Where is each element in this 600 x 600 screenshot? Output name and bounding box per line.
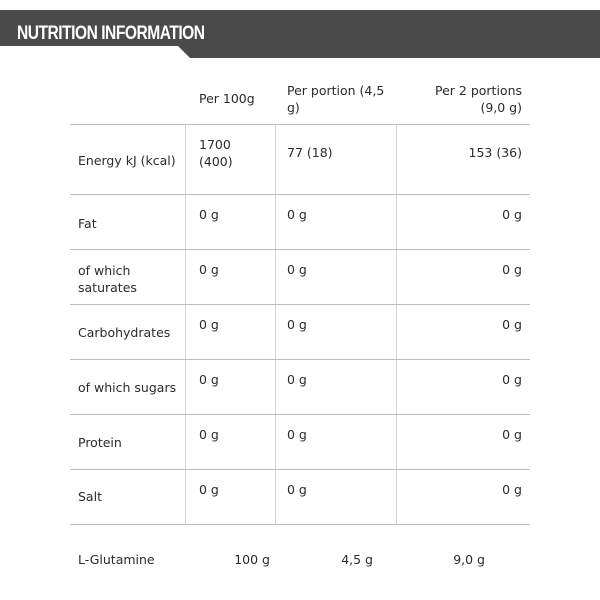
row-label: of which sugars: [78, 380, 177, 395]
value-per-2-portions: 0 g: [502, 207, 522, 222]
row-label: Salt: [78, 489, 102, 504]
column-header-per-portion: Per portion (4,5 g): [287, 83, 385, 115]
value-per-100g: 100 g: [234, 552, 270, 567]
column-divider: [275, 124, 276, 524]
value-per-portion: 0 g: [287, 317, 307, 332]
row-divider: [70, 194, 530, 195]
value-per-portion: 0 g: [287, 482, 307, 497]
value-per-2-portions: 153 (36): [468, 145, 522, 160]
row-label: Energy kJ (kcal): [78, 153, 176, 168]
value-per-portion: 0 g: [287, 427, 307, 442]
row-divider: [70, 524, 530, 525]
row-divider: [70, 359, 530, 360]
value-per-2-portions: 0 g: [502, 482, 522, 497]
column-header-per-2-portions: Per 2 portions (9,0 g): [435, 83, 522, 115]
value-per-2-portions: 0 g: [502, 317, 522, 332]
column-header-per-100g: Per 100g: [199, 91, 255, 106]
page-title: NUTRITION INFORMATION: [17, 23, 205, 44]
value-per-2-portions: 0 g: [502, 372, 522, 387]
row-divider: [70, 469, 530, 470]
value-per-2-portions: 9,0 g: [453, 552, 485, 567]
value-per-portion: 0 g: [287, 207, 307, 222]
value-per-100g: 0 g: [199, 372, 219, 387]
row-label: Carbohydrates: [78, 325, 171, 340]
row-divider: [70, 414, 530, 415]
value-per-100g: 1700 (400): [199, 137, 233, 169]
row-label: of which saturates: [78, 263, 137, 295]
title-banner: [0, 10, 600, 58]
row-divider: [70, 249, 530, 250]
value-per-100g: 0 g: [199, 262, 219, 277]
value-per-100g: 0 g: [199, 317, 219, 332]
value-per-2-portions: 0 g: [502, 262, 522, 277]
value-per-2-portions: 0 g: [502, 427, 522, 442]
value-per-100g: 0 g: [199, 427, 219, 442]
column-divider: [396, 124, 397, 524]
row-divider: [70, 304, 530, 305]
value-per-100g: 0 g: [199, 207, 219, 222]
row-divider: [70, 124, 530, 125]
value-per-portion: 0 g: [287, 262, 307, 277]
row-label: Fat: [78, 216, 97, 231]
value-per-portion: 4,5 g: [341, 552, 373, 567]
value-per-100g: 0 g: [199, 482, 219, 497]
value-per-portion: 0 g: [287, 372, 307, 387]
value-per-portion: 77 (18): [287, 145, 333, 160]
row-label: Protein: [78, 435, 122, 450]
row-label: L-Glutamine: [78, 552, 155, 567]
